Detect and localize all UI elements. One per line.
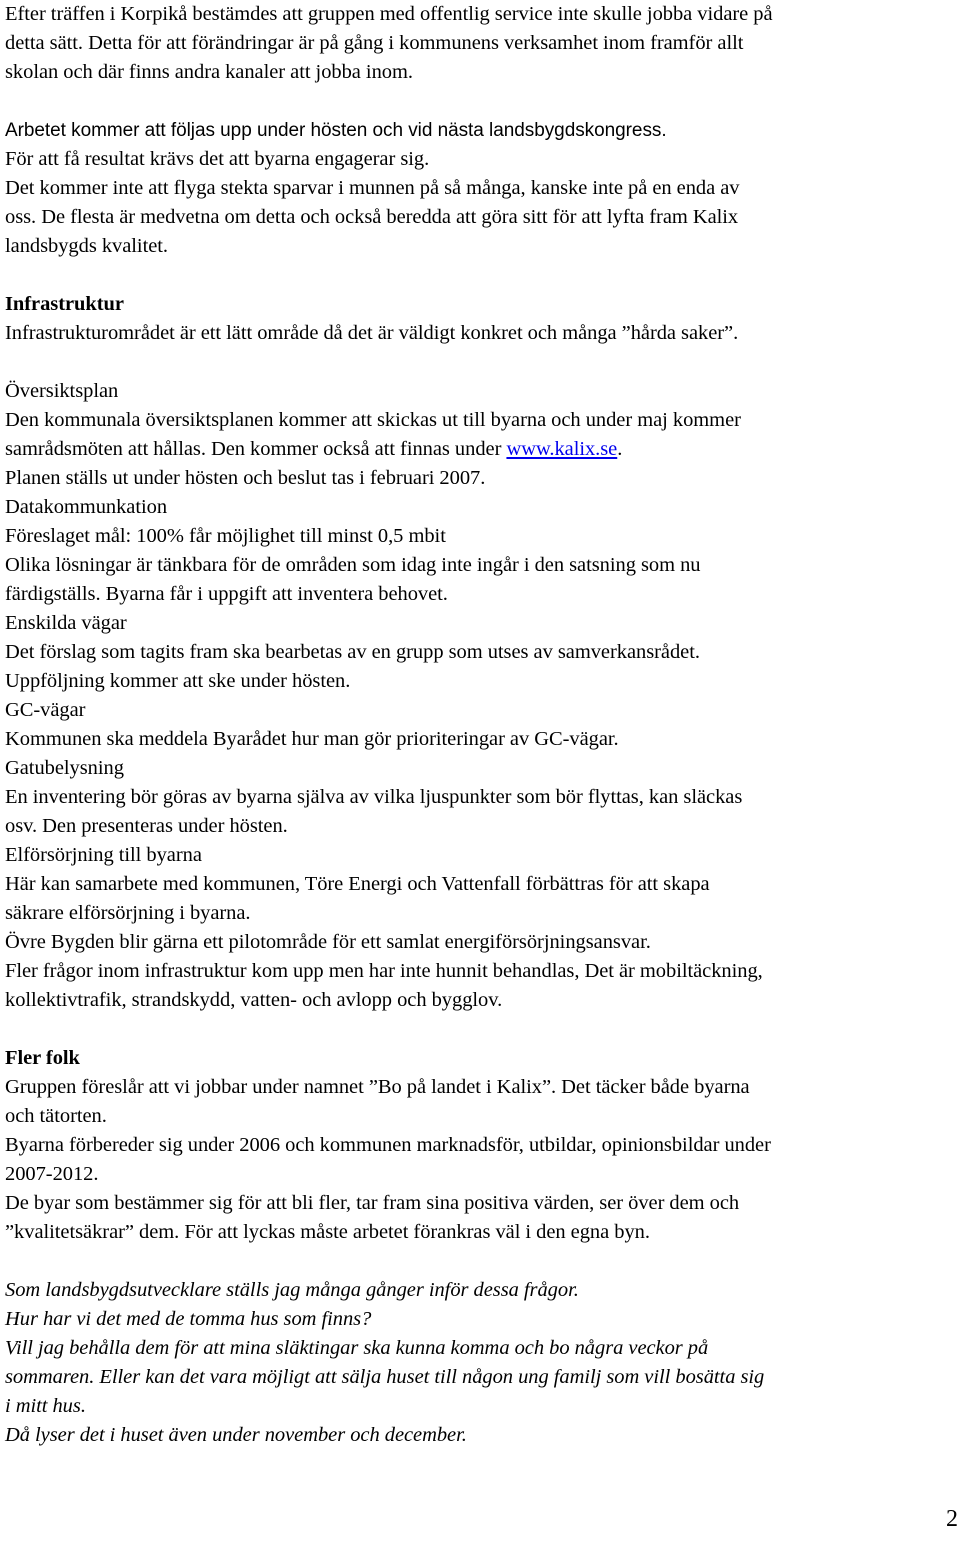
paragraph-gap <box>5 1015 958 1044</box>
paragraph-gap <box>5 261 958 290</box>
text-line: Efter träffen i Korpikå bestämdes att gruppen med offentlig service inte skulle jobba vidare på <box>5 3 773 25</box>
document-page <box>5 0 958 1450</box>
text-line: och tätorten. <box>5 1105 107 1127</box>
oversiktsplan-block <box>5 377 958 493</box>
kalix-website-link[interactable]: www.kalix.se <box>506 438 618 460</box>
text-line: kollektivtrafik, strandskydd, vatten- och avlopp och bygglov. <box>5 989 503 1011</box>
text-line: De byar som bestämmer sig för att bli fler, tar fram sina positiva värden, ser över dem och <box>5 1192 740 1214</box>
paragraph-gap <box>5 87 958 116</box>
subsection-title: Gatubelysning <box>5 757 124 779</box>
page-number: 2 <box>946 1506 958 1532</box>
text-line: Här kan samarbete med kommunen, Töre Energi och Vattenfall förbättras för att skapa <box>5 873 710 895</box>
text-line: En inventering bör göras av byarna själva av vilka ljuspunkter som bör flyttas, kan släckas <box>5 786 743 808</box>
paragraph-gap <box>5 1247 958 1276</box>
enskilda-vagar-block <box>5 609 958 696</box>
text-fragment: . <box>617 438 623 460</box>
text-line: Den kommunala översiktsplanen kommer att skickas ut till byarna och under maj kommer <box>5 409 741 431</box>
text-line: Olika lösningar är tänkbara för de områden som idag inte ingår i den satsning som nu <box>5 554 701 576</box>
text-line: Kommunen ska meddela Byarådet hur man gör prioriteringar av GC-vägar. <box>5 728 619 750</box>
text-line: Det förslag som tagits fram ska bearbetas av en grupp som utses av samverkansrådet. <box>5 641 700 663</box>
gc-vagar-block <box>5 696 958 754</box>
text-line: Föreslaget mål: 100% får möjlighet till minst 0,5 mbit <box>5 525 446 547</box>
text-line: skolan och där finns andra kanaler att jobba inom. <box>5 61 413 83</box>
text-line: säkrare elförsörjning i byarna. <box>5 902 251 924</box>
subsection-title: Datakommunkation <box>5 496 168 518</box>
fler-folk-section <box>5 1044 958 1247</box>
elforsorjning-block <box>5 841 958 1015</box>
gatubelysning-block <box>5 754 958 841</box>
text-line: Gruppen föreslår att vi jobbar under namnet ”Bo på landet i Kalix”. Det täcker både byarna <box>5 1076 750 1098</box>
text-line: Planen ställs ut under hösten och beslut tas i februari 2007. <box>5 467 486 489</box>
text-line: Uppföljning kommer att ske under hösten. <box>5 670 351 692</box>
subsection-title: GC-vägar <box>5 699 86 721</box>
datakommunikation-block <box>5 493 958 609</box>
text-line: ”kvalitetsäkrar” dem. För att lyckas måste arbetet förankras väl i den egna byn. <box>5 1221 650 1243</box>
text-line: Hur har vi det med de tomma hus som finns? <box>5 1308 372 1330</box>
section-intro: Infrastrukturområdet är ett lätt område då det är väldigt konkret och många ”hårda saker”. <box>5 322 739 344</box>
text-line: osv. Den presenteras under hösten. <box>5 815 288 837</box>
text-line: Övre Bygden blir gärna ett pilotområde för ett samlat energiförsörjningsansvar. <box>5 931 651 953</box>
text-line: Det kommer inte att flyga stekta sparvar i munnen på så många, kanske inte på en enda av <box>5 177 740 199</box>
text-line: Då lyser det i huset även under november och december. <box>5 1424 467 1446</box>
paragraph-gap <box>5 348 958 377</box>
text-line: oss. De flesta är medvetna om detta och också beredda att göra sitt för att lyfta fram Kalix <box>5 206 739 228</box>
text-line: Vill jag behålla dem för att mina släktingar ska kunna komma och bo några veckor på <box>5 1337 709 1359</box>
text-line: Byarna förbereder sig under 2006 och kommunen marknadsför, utbildar, opinionsbildar under <box>5 1134 771 1156</box>
text-line: sommaren. Eller kan det vara möjligt att sälja huset till någon ung familj som vill bosätta sig <box>5 1366 765 1388</box>
text-line: i mitt hus. <box>5 1395 86 1417</box>
text-line: landsbygds kvalitet. <box>5 235 168 257</box>
intro-paragraph <box>5 0 958 87</box>
section-heading: Fler folk <box>5 1047 80 1069</box>
subsection-title: Enskilda vägar <box>5 612 127 634</box>
text-line: 2007-2012. <box>5 1163 99 1185</box>
text-line: För att få resultat krävs det att byarna engagerar sig. <box>5 148 430 170</box>
subsection-title: Elförsörjning till byarna <box>5 844 202 866</box>
followup-paragraph <box>5 116 958 261</box>
reflection-paragraph <box>5 1276 958 1450</box>
text-line-with-link <box>5 435 958 464</box>
subsection-title: Översiktsplan <box>5 380 119 402</box>
text-line: detta sätt. Detta för att förändringar är på gång i kommunens verksamhet inom framför allt <box>5 32 744 54</box>
text-line: Som landsbygdsutvecklare ställs jag många gånger inför dessa frågor. <box>5 1279 579 1301</box>
text-line: Fler frågor inom infrastruktur kom upp men har inte hunnit behandlas, Det är mobiltäckning, <box>5 960 763 982</box>
infrastructure-section <box>5 290 958 1015</box>
text-line: färdigställs. Byarna får i uppgift att inventera behovet. <box>5 583 448 605</box>
text-fragment: samrådsmöten att hållas. Den kommer också att finnas under <box>5 438 507 460</box>
section-heading: Infrastruktur <box>5 293 124 315</box>
text-line: Arbetet kommer att följas upp under hösten och vid nästa landsbygdskongress. <box>5 120 667 141</box>
